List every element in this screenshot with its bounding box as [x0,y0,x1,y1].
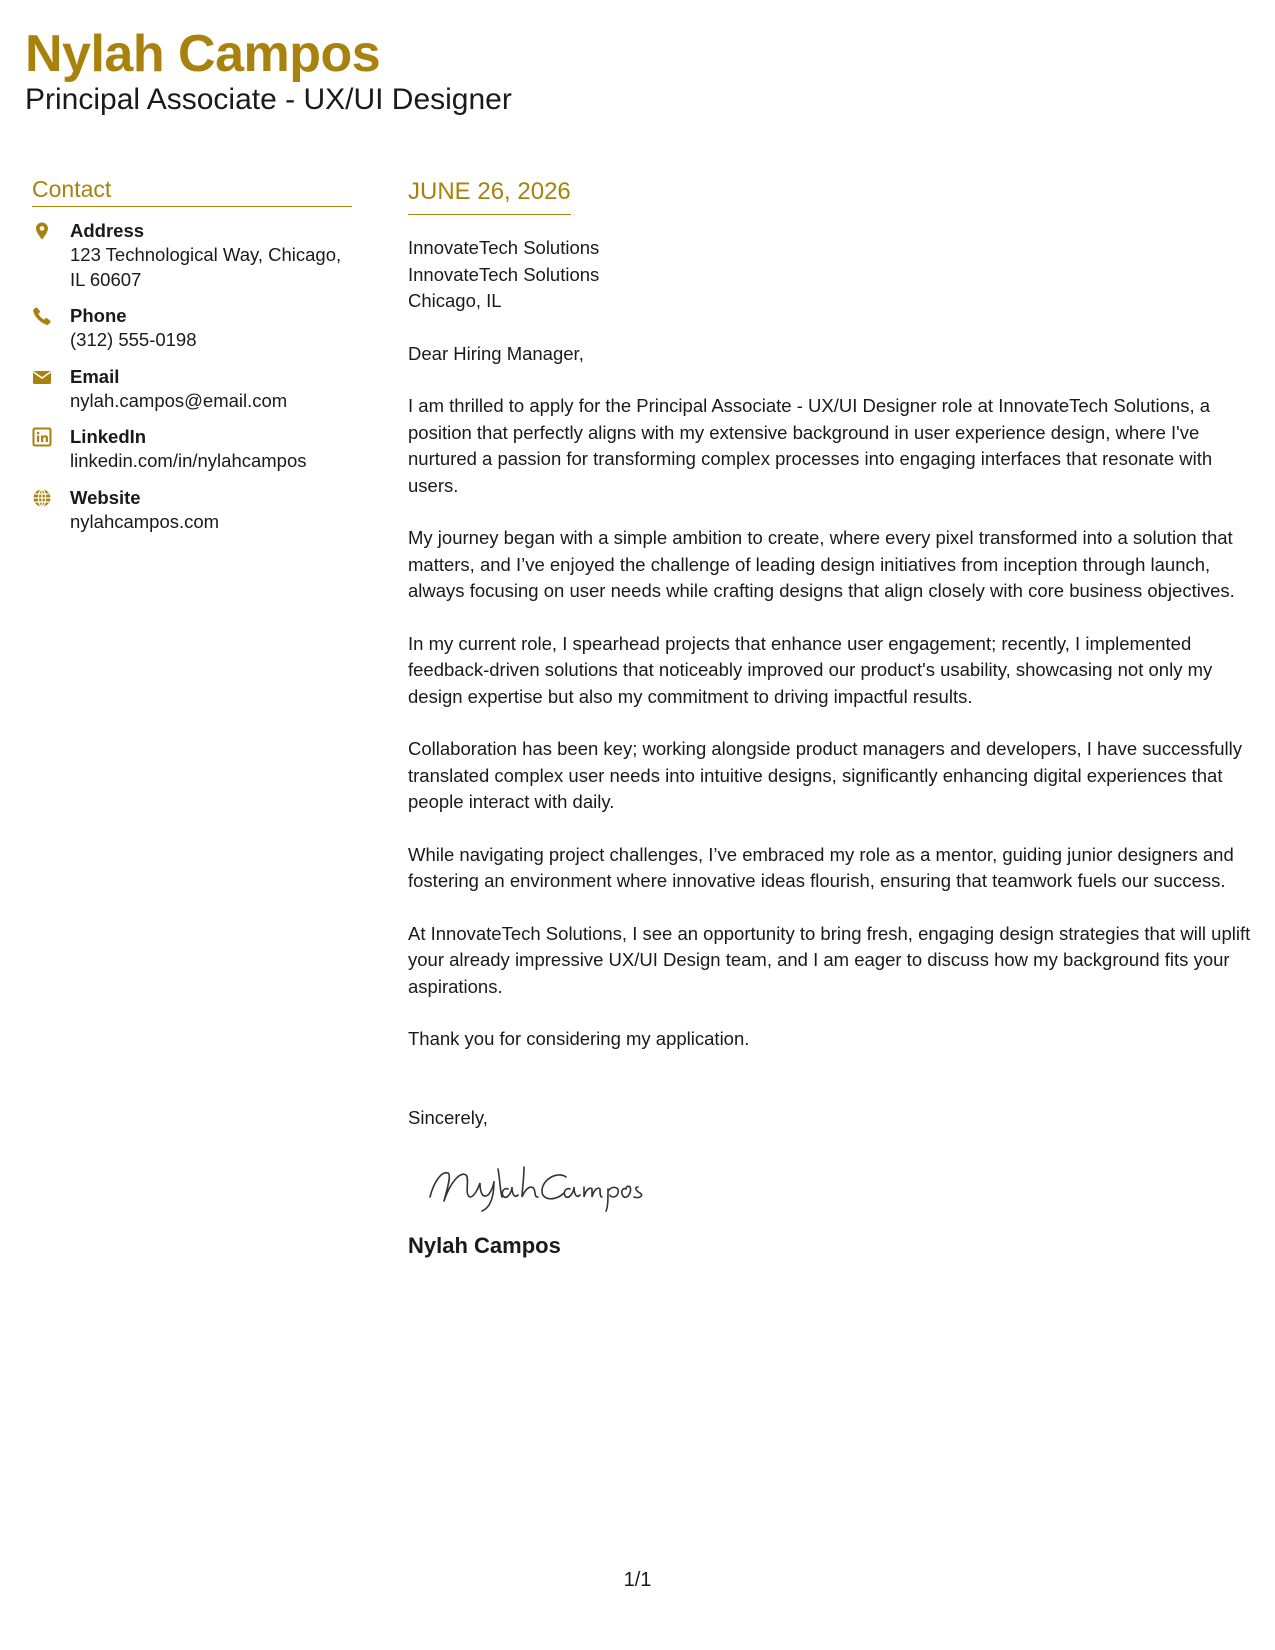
greeting: Dear Hiring Manager, [408,342,584,364]
contact-value: (312) 555-0198 [70,329,197,350]
contact-label: Email [70,365,120,387]
contact-label: LinkedIn [70,426,147,447]
contact-item-website [32,486,352,535]
contact-item-linkedin [32,425,352,474]
map-pin-icon [32,219,70,292]
candidate-name: Nylah Campos [25,25,381,83]
job-title: Principal Associate - UX/UI Designer [25,83,512,116]
letter-paragraph: Collaboration has been key; working alongside product managers and developers, I have successfully translated complex user needs into intuitive designs, significantly enhancing digital experiences that people interact with daily. [408,738,1243,812]
contact-item-email [32,365,352,414]
signed-name: Nylah Campos [408,1233,561,1258]
contact-heading: Contact [32,176,352,207]
contact-label: Phone [70,305,127,326]
letter-date: JUNE 26, 2026 [408,178,571,215]
closing: Sincerely, [408,1106,488,1128]
recipient-line: InnovateTech Solutions [408,263,600,285]
contact-value: nylah.campos@email.com [70,389,288,411]
envelope-icon [32,365,70,414]
globe-icon [32,486,70,535]
contact-value: 123 Technological Way, Chicago, [70,244,342,265]
recipient-block [408,235,1253,315]
linkedin-icon [32,425,70,474]
contact-value: IL 60607 [70,268,142,290]
letter-paragraph: At InnovateTech Solutions, I see an opportunity to bring fresh, engaging design strategies that will uplift your already impressive UX/UI Design team, and I am eager to discuss how my background fits your aspirations. [408,922,1251,997]
letter-paragraph: I am thrilled to apply for the Principal Associate - UX/UI Designer role at InnovateTech Solutions, a position that perfectly aligns with my extensive background in user experience design, where I've nurtured a passion for transforming complex processes into engaging interfaces that resonate with users. [408,395,1213,496]
contact-item-address [32,219,352,292]
letter-paragraph: In my current role, I spearhead projects that enhance user engagement; recently, I implemented feedback-driven solutions that noticeably improved our product's usability, showcasing not only my design expertise but also my commitment to driving impactful results. [408,632,1213,707]
contact-item-phone [32,304,352,353]
recipient-line: InnovateTech Solutions [408,237,600,258]
contact-sidebar [32,176,352,534]
letter-paragraph: My journey began with a simple ambition to create, where every pixel transformed into a solution that matters, and I’ve enjoyed the challenge of leading design initiatives from inception through launch, always focusing on user needs while crafting designs that align closely with core business objectives. [408,527,1235,601]
contact-value: nylahcampos.com [70,510,220,532]
letter-paragraph: Thank you for considering my application. [408,1028,750,1049]
letter-body [408,178,1253,1260]
handwritten-signature [424,1153,664,1213]
letter-paragraph: While navigating project challenges, I’ve embraced my role as a mentor, guiding junior designers and fostering an environment where innovative ideas flourish, ensuring that teamwork fuels our success. [408,843,1234,891]
phone-icon [32,304,70,353]
contact-label: Address [70,220,145,241]
header [25,24,512,118]
recipient-line: Chicago, IL [408,290,502,311]
page-number: 1/1 [623,1569,652,1591]
contact-value: linkedin.com/in/nylahcampos [70,450,307,471]
contact-label: Website [70,486,141,508]
